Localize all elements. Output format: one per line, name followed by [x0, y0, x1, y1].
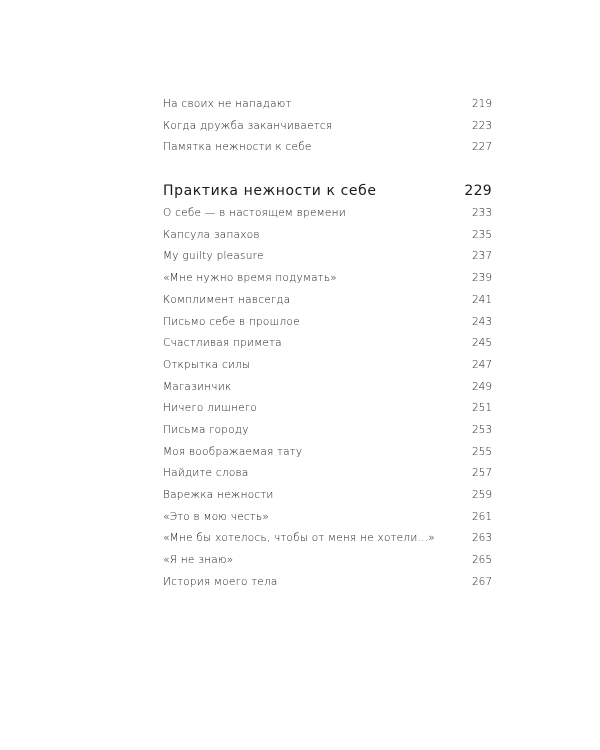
toc-entry — [163, 463, 492, 485]
toc-entry-title: На своих не нападают — [163, 98, 292, 110]
toc-entry-page-number: 261 — [471, 510, 492, 523]
toc-entry-title: Счастливая примета — [163, 337, 282, 350]
toc-entry-page-number: 233 — [471, 207, 492, 220]
toc-entry-page-number: 263 — [471, 532, 492, 545]
toc-entry-title: My guilty pleasure — [163, 250, 264, 263]
toc-entry-title: Варежка нежности — [163, 489, 274, 501]
toc-entry-page-number: 241 — [471, 293, 492, 306]
section-spacer — [163, 159, 492, 179]
toc-entry — [163, 442, 492, 464]
toc-entry-title: Магазинчик — [163, 380, 232, 393]
toc-entry — [163, 203, 492, 225]
toc-entry — [163, 268, 492, 290]
toc-entry — [163, 290, 492, 312]
toc-section-entries — [163, 203, 492, 593]
toc-entry-title: История моего тела — [163, 575, 278, 588]
toc-entry-page-number: 243 — [471, 315, 492, 328]
toc-entry — [163, 420, 492, 442]
toc-entry-page-number: 227 — [471, 141, 492, 154]
toc-entry-page-number: 257 — [471, 467, 492, 480]
toc-entry — [163, 312, 492, 334]
section-page-number: 229 — [464, 183, 492, 200]
toc-entry — [163, 94, 492, 116]
toc-entry-title: «Это в мою честь» — [163, 510, 270, 523]
toc-entry-title: Моя воображаемая тату — [163, 445, 303, 458]
toc-entry-page-number: 259 — [471, 489, 492, 501]
toc-entry — [163, 246, 492, 268]
toc-entry-title: «Мне бы хотелось, чтобы от меня не хотели...» — [163, 532, 435, 545]
toc-entry — [163, 398, 492, 420]
toc-entry-page-number: 267 — [471, 575, 492, 588]
toc-entry-title: Капсула запахов — [163, 228, 260, 241]
toc-entry-title: Памятка нежности к себе — [163, 141, 312, 154]
toc-entry-page-number: 255 — [471, 445, 492, 458]
toc-entry — [163, 225, 492, 247]
toc-entry-title: Письмо себе в прошлое — [163, 315, 300, 328]
toc-entry — [163, 550, 492, 572]
toc-entry — [163, 333, 492, 355]
toc-entry-page-number: 249 — [471, 380, 492, 393]
toc-entry-title: Найдите слова — [163, 467, 249, 480]
toc-entry-title: О себе — в настоящем времени — [163, 207, 346, 220]
toc-top-entries — [163, 94, 492, 159]
toc-section-heading — [163, 179, 492, 203]
toc-entry — [163, 485, 492, 507]
section-title: Практика нежности к себе — [163, 183, 377, 200]
toc-entry-page-number: 247 — [471, 358, 492, 371]
toc-entry-title: Письма городу — [163, 423, 249, 436]
toc-entry — [163, 377, 492, 399]
toc-entry — [163, 116, 492, 138]
toc-entry-title: Ничего лишнего — [163, 402, 258, 415]
toc-entry-title: Когда дружба заканчивается — [163, 119, 333, 132]
toc-entry — [163, 528, 492, 550]
toc-entry-page-number: 223 — [471, 119, 492, 132]
toc-entry-title: «Мне нужно время подумать» — [163, 272, 337, 285]
toc-entry — [163, 572, 492, 594]
toc-entry-title: Комплимент навсегда — [163, 293, 291, 306]
toc-entry-page-number: 239 — [471, 272, 492, 285]
toc-entry-page-number: 265 — [471, 554, 492, 567]
toc-entry-page-number: 245 — [471, 337, 492, 350]
toc-entry-page-number: 251 — [471, 402, 492, 415]
toc-entry-page-number: 237 — [471, 250, 492, 263]
toc-entry-page-number: 219 — [471, 98, 492, 110]
toc-entry — [163, 355, 492, 377]
toc-entry-page-number: 253 — [471, 423, 492, 436]
toc-entry-page-number: 235 — [471, 228, 492, 241]
toc-entry-title: Открытка силы — [163, 358, 251, 371]
toc-entry — [163, 137, 492, 159]
table-of-contents — [163, 94, 492, 593]
toc-entry-title: «Я не знаю» — [163, 554, 234, 567]
toc-entry — [163, 507, 492, 529]
